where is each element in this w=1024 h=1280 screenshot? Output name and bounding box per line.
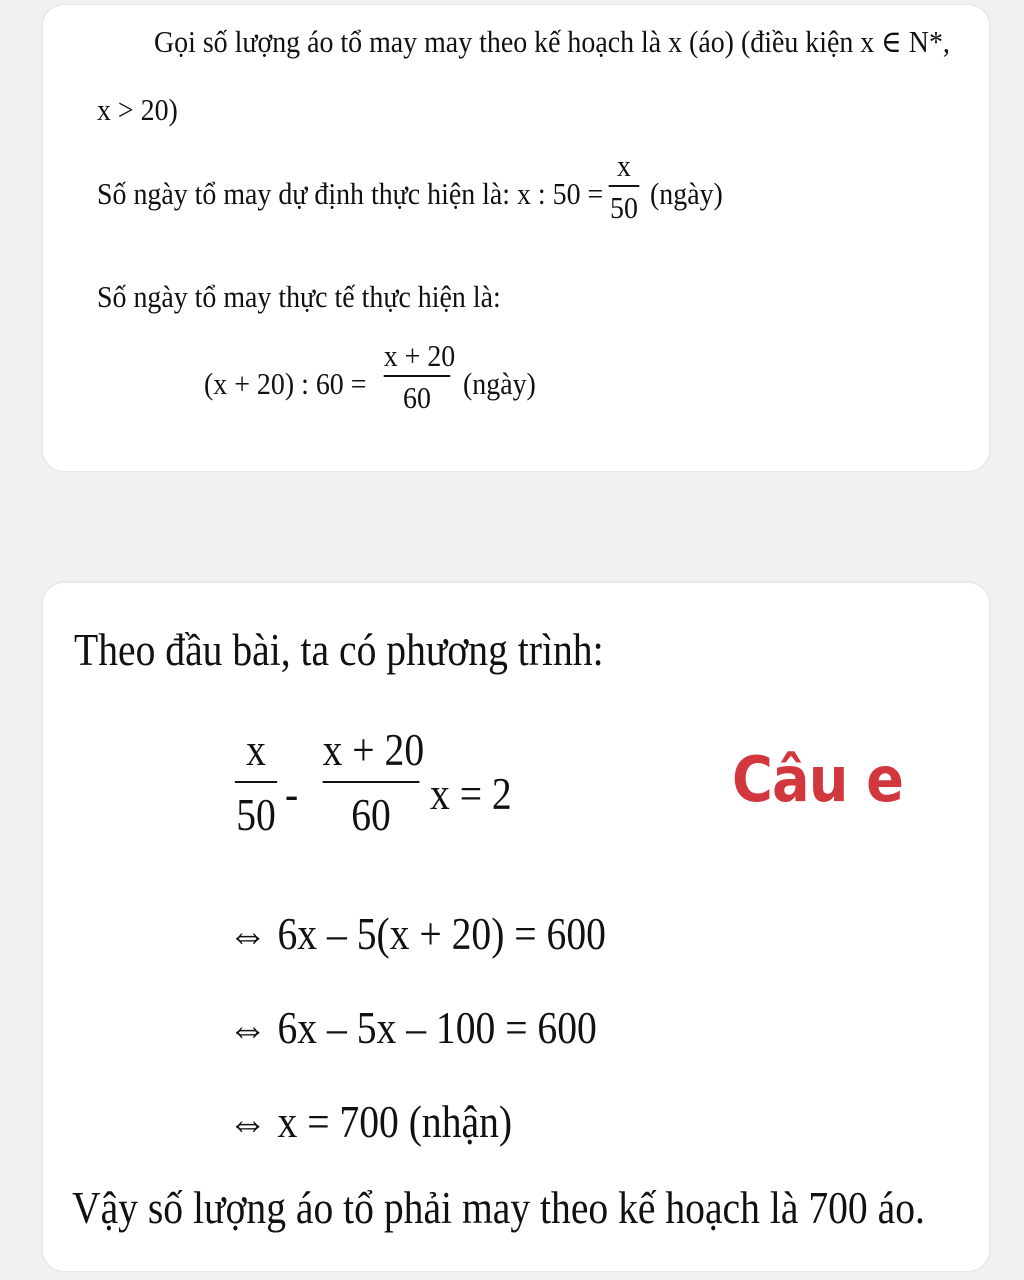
variable-condition-line: x > 20) xyxy=(97,92,178,127)
fraction-bar xyxy=(384,375,451,377)
variable-definition-line: Gọi số lượng áo tổ may may theo kế hoạch là x (áo) (điều kiện x ∈ N*, xyxy=(154,24,950,59)
actual-days-expression: (x + 20) : 60 = xyxy=(204,366,367,401)
fraction-denominator: 60 xyxy=(351,790,391,840)
equation-rhs: x = 2 xyxy=(430,769,512,819)
planned-days-text: Số ngày tổ may dự định thực hiện là: x : 50 = xyxy=(97,176,604,211)
fraction-numerator: x + 20 xyxy=(383,338,456,373)
actual-days-label: Số ngày tổ may thực tế thực hiện là: xyxy=(97,279,501,314)
fraction-denominator: 50 xyxy=(610,190,638,225)
equation-fraction-x-over-50 xyxy=(235,725,277,840)
fraction-numerator: x xyxy=(617,148,631,183)
equation-step-1: ⇔ 6x – 5(x + 20) = 600 xyxy=(228,909,606,959)
question-label: Câu e xyxy=(732,743,904,816)
fraction-denominator: 50 xyxy=(236,790,276,840)
actual-days-fraction xyxy=(383,338,456,415)
actual-days-unit: (ngày) xyxy=(463,366,536,401)
conclusion-text: Vậy số lượng áo tổ phải may theo kế hoạch là 700 áo. xyxy=(72,1183,925,1233)
solution-card-top xyxy=(42,4,990,472)
fraction-denominator: 60 xyxy=(403,380,431,415)
equation-minus-sign: - xyxy=(285,769,299,819)
planned-days-unit: (ngày) xyxy=(650,176,723,211)
planned-days-fraction xyxy=(609,150,640,223)
equation-step-3: ⇔ x = 700 (nhận) xyxy=(228,1097,513,1147)
fraction-bar xyxy=(235,781,277,783)
fraction-numerator: x + 20 xyxy=(322,725,425,775)
fraction-bar xyxy=(609,185,640,187)
fraction-bar xyxy=(323,781,420,783)
equation-intro: Theo đầu bài, ta có phương trình: xyxy=(74,625,604,675)
fraction-numerator: x xyxy=(246,725,266,775)
equation-step-2: ⇔ 6x – 5x – 100 = 600 xyxy=(228,1003,597,1053)
equation-fraction-x-plus-20-over-60 xyxy=(322,725,425,840)
